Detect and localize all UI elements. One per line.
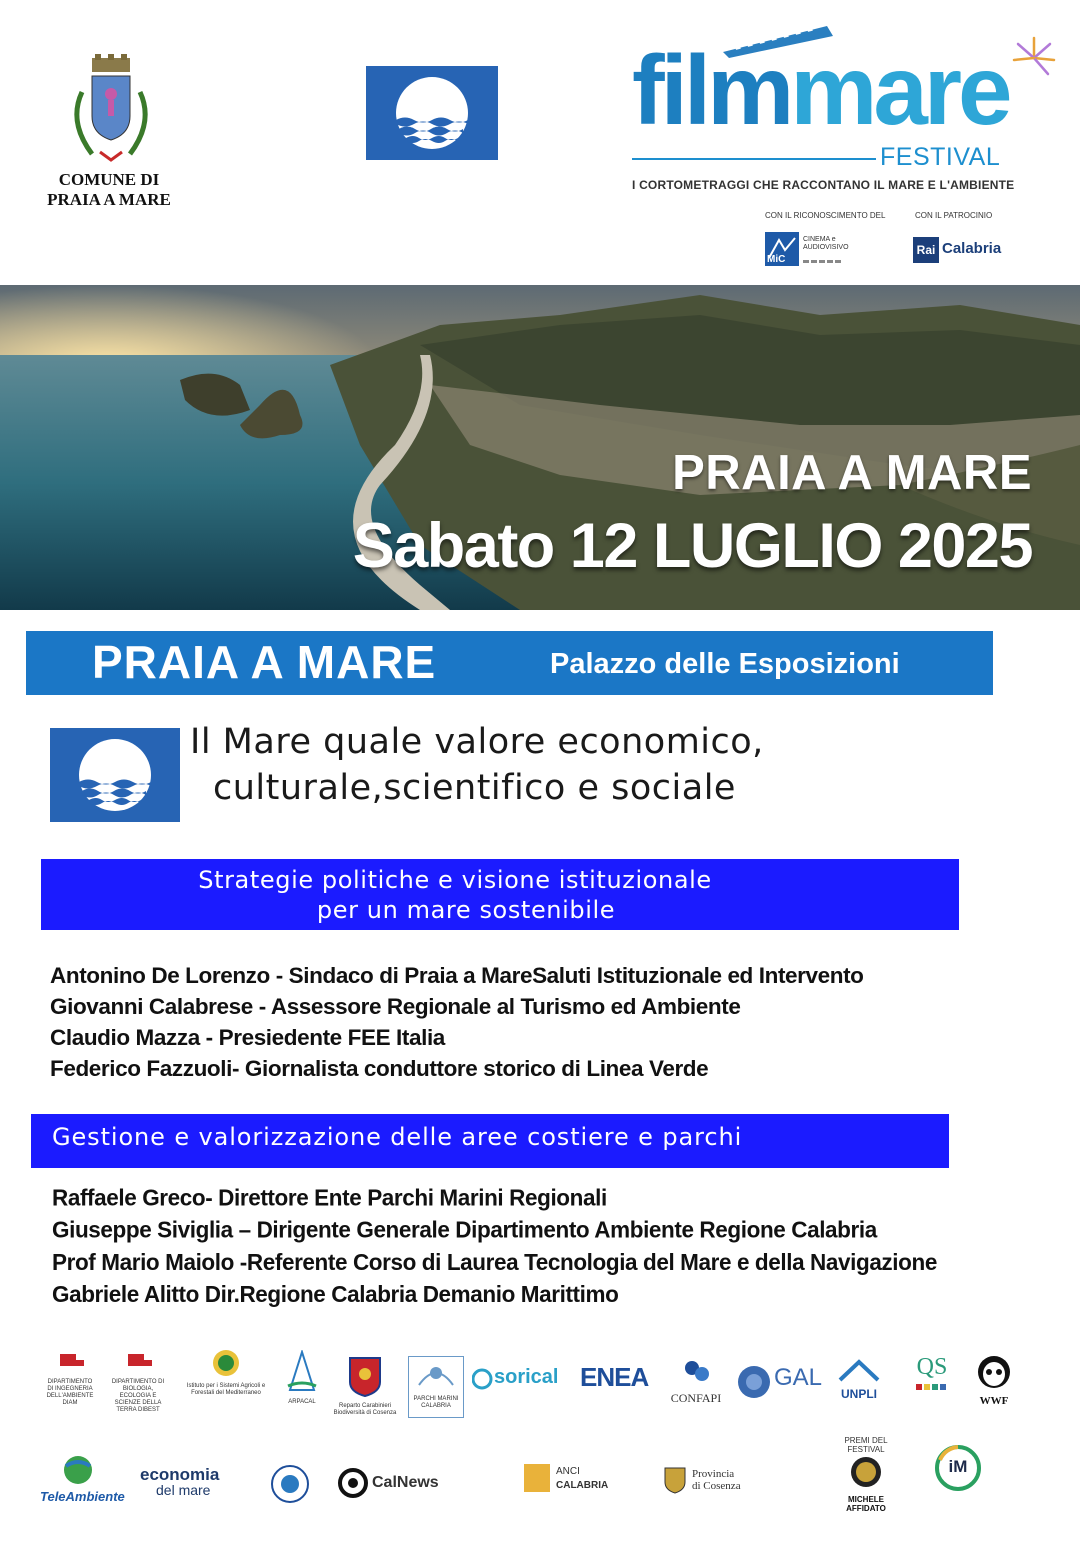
carabinieri-text: Reparto Carabinieri Biodiversità di Cosenza <box>333 1403 397 1416</box>
unpli-text: UNPLI <box>841 1387 877 1401</box>
economia-text-1: economia <box>140 1465 220 1484</box>
anci-text-2: CALABRIA <box>556 1480 609 1491</box>
speaker-item: Raffaele Greco- Direttore Ente Parchi Marini Regionali <box>52 1184 607 1211</box>
rai-calabria-logo <box>913 237 1013 263</box>
carabinieri-logo <box>330 1354 400 1417</box>
provincia-text-1: Provincia <box>692 1468 735 1480</box>
section1-speaker-list <box>50 960 864 1084</box>
economia-text-2: del mare <box>156 1482 211 1498</box>
qs-logo <box>906 1354 958 1399</box>
confapi-text: CONFAPI <box>670 1391 722 1405</box>
filmare-word-film: film <box>632 35 791 145</box>
hero-event-date: Sabato 12 LUGLIO 2025 <box>352 511 1032 581</box>
sorical-text: sorical <box>494 1366 559 1388</box>
unical-dibest-text: DIPARTIMENTO DI BIOLOGIA, ECOLOGIA E SCIENZE DELLA TERRA DIBEST <box>111 1379 165 1413</box>
im-text: iM <box>948 1457 968 1476</box>
affidato-text-1: MICHELE <box>848 1495 884 1504</box>
economia-del-mare-logo <box>140 1466 240 1497</box>
comune-name <box>20 170 198 210</box>
comune-line-2: PRAIA A MARE <box>47 190 171 209</box>
cnr-isafom-text: Istituto per i Sistemi Agricoli e Forestali del Mediterraneo <box>186 1383 266 1396</box>
anci-text-1: ANCI <box>556 1466 580 1477</box>
mic-subtext: CINEMA e AUDIOVISIVO <box>803 236 849 251</box>
patronage-label: CON IL PATROCINIO <box>915 211 993 220</box>
enea-logo <box>580 1362 666 1393</box>
blue-flag-logo-theme <box>50 728 180 822</box>
filmare-logo-text <box>632 35 1009 145</box>
section2-speaker-list <box>52 1182 937 1311</box>
parchi-marini-text: PARCHI MARINI CALABRIA <box>413 1396 459 1409</box>
speaker-item: Claudio Mazza - Presiedente FEE Italia <box>50 1025 445 1050</box>
wwf-text: WWF <box>979 1395 1009 1407</box>
teleambiente-logo <box>40 1454 125 1504</box>
qs-text: QS <box>916 1354 948 1380</box>
festival-tagline: I CORTOMETRAGGI CHE RACCONTANO IL MARE E L'AMBIENTE <box>632 178 1015 192</box>
section1-title-line2: per un mare sostenibile <box>316 896 616 924</box>
festival-subtitle: FESTIVAL <box>880 143 1001 171</box>
section1-title-line1: Strategie politiche e visione istituzionale <box>198 866 712 894</box>
mic-text: MiC <box>767 254 786 265</box>
festival-divider <box>632 158 876 160</box>
confapi-logo <box>670 1356 722 1406</box>
speaker-item: Giovanni Calabrese - Assessore Regionale al Turismo ed Ambiente <box>50 994 741 1019</box>
capitaneria-logo <box>270 1464 310 1509</box>
im-logo <box>934 1444 982 1492</box>
location-city: PRAIA A MARE <box>92 636 437 688</box>
arpacal-logo <box>282 1350 322 1406</box>
affidato-text-2: AFFIDATO <box>846 1504 886 1513</box>
hero-city-title: PRAIA A MARE <box>672 446 1032 500</box>
theme-line-1: Il Mare quale valore economico, <box>190 722 764 762</box>
unical-dibest-logo <box>108 1352 168 1414</box>
speaker-item: Gabriele Alitto Dir.Regione Calabria Demanio Marittimo <box>52 1281 619 1308</box>
filmare-word-mare: mare <box>790 35 1009 145</box>
theme-line-2: culturale,scientifico e sociale <box>213 768 736 808</box>
rai-calabria-text: Calabria <box>942 240 1002 257</box>
provincia-text-2: di Cosenza <box>692 1480 741 1492</box>
wwf-logo <box>972 1350 1016 1407</box>
parchi-marini-logo <box>408 1356 464 1418</box>
comune-line-1: COMUNE DI <box>58 170 160 189</box>
gal-logo <box>736 1364 824 1405</box>
premi-festival-block <box>826 1436 906 1513</box>
enea-text: ENEA <box>580 1362 649 1392</box>
speaker-item: Federico Fazzuoli- Giornalista conduttore storico di Linea Verde <box>50 1056 709 1081</box>
premi-label: PREMI DEL FESTIVAL <box>844 1436 888 1454</box>
blue-flag-logo <box>366 66 498 160</box>
teleambiente-text: TeleAmbiente <box>40 1489 125 1504</box>
rai-text: Rai <box>913 237 939 263</box>
arpacal-text: ARPACAL <box>288 1399 316 1405</box>
unical-diam-text: DIPARTIMENTO DI INGEGNERIA DELL'AMBIENTE DIAM <box>46 1379 94 1406</box>
unical-diam-logo <box>44 1352 96 1407</box>
section2-title: Gestione e valorizzazione delle aree costiere e parchi <box>52 1123 743 1151</box>
recognition-label: CON IL RICONOSCIMENTO DEL <box>765 211 886 220</box>
unpli-logo <box>836 1358 882 1401</box>
cnr-isafom-logo <box>180 1348 272 1397</box>
speaker-item: Giuseppe Siviglia – Dirigente Generale Dipartimento Ambiente Regione Calabria <box>52 1216 877 1243</box>
sorical-logo <box>472 1364 566 1399</box>
calnews-text: CalNews <box>372 1474 439 1491</box>
gal-text: GAL <box>774 1364 823 1391</box>
speaker-item: Prof Mario Maiolo -Referente Corso di Laurea Tecnologia del Mare e della Navigazione <box>52 1249 937 1276</box>
comune-crest-logo <box>62 52 160 170</box>
location-venue: Palazzo delle Esposizioni <box>550 648 900 680</box>
firework-icon <box>1010 34 1058 82</box>
mic-cinema-logo <box>765 230 857 268</box>
speaker-item: Antonino De Lorenzo - Sindaco di Praia a MareSaluti Istituzionale ed Intervento <box>50 963 864 988</box>
